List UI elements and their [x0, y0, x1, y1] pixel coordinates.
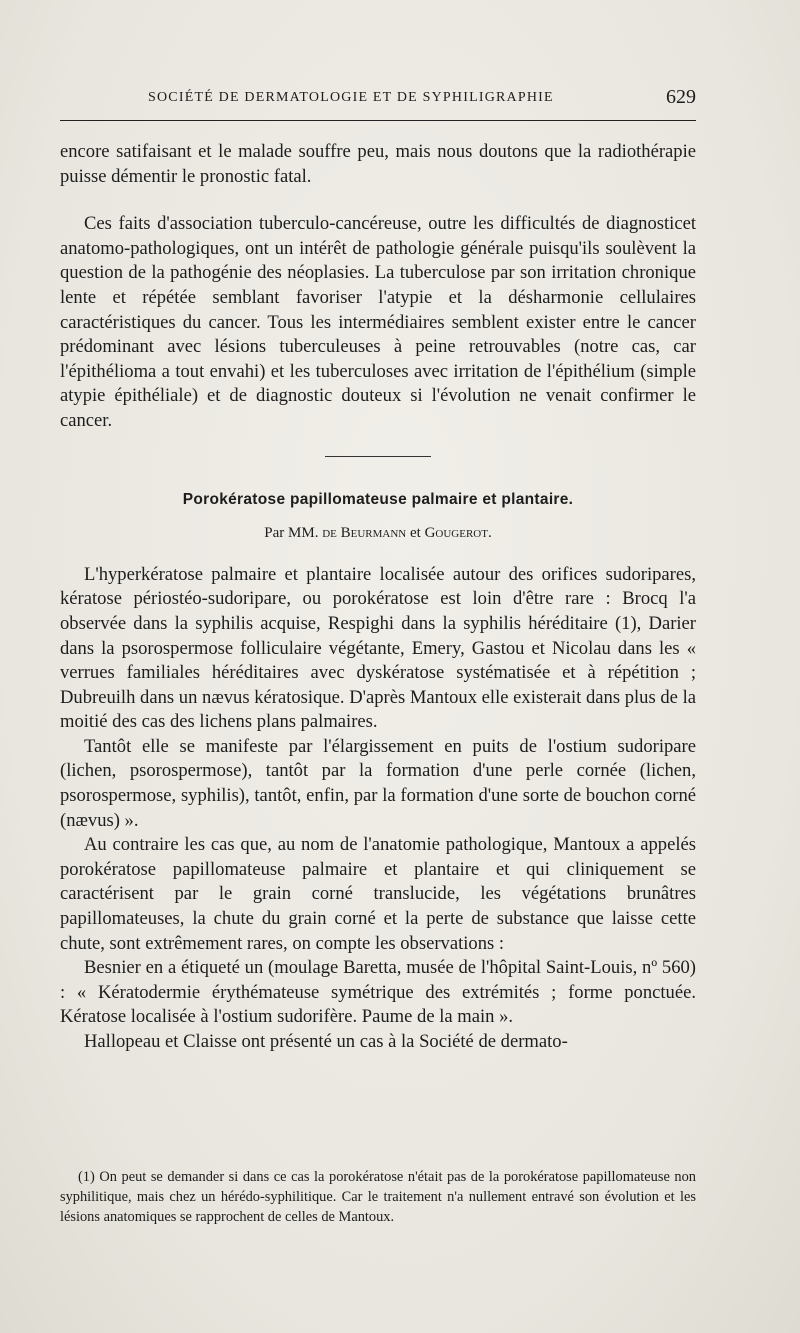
- footnote: (1) On peut se demander si dans ce cas la porokératose n'était pas de la porokératose papillomateuse non syphilitique, mais chez un hérédo-syphilitique. Car le traitement n'a nullement entravé son évolution et les lésions anatomiques se rapprochent de celles de Mantoux.: [60, 1169, 696, 1225]
- page-number: 629: [666, 86, 696, 108]
- author-name: de Beurmann: [322, 525, 407, 542]
- paragraph-continuation: encore satifaisant et le malade souffre peu, mais nous doutons que la radiothérapie puisse démentir le pronostic fatal.: [60, 141, 696, 187]
- paragraph: Hallopeau et Claisse ont présenté un cas à la Société de dermato-: [84, 1031, 568, 1052]
- paragraph: Au contraire les cas que, au nom de l'anatomie pathologique, Mantoux a appelés porokératose papillomateuse palmaire et plantaire et qui cliniquement se caractérisent par le grain corné translucide, les végétations brunâtres papillomateuses, la chute du grain corné et la perte de substance que laisse cette chute, sont extrêmement rares, on compte les observations :: [60, 834, 696, 954]
- byline-conjunction: et: [409, 525, 421, 542]
- paragraph: Besnier en a étiqueté un (moulage Baretta, musée de l'hôpital Saint-Louis, nº 560) : « Kératodermie érythémateuse symétrique des extrémités ; forme ponctuée. Kératose localisée à l'ostium sudorifère. Paume de la main ».: [60, 957, 696, 1028]
- byline-prefix: Par MM.: [264, 525, 319, 542]
- article-byline: [60, 521, 696, 546]
- paragraph: Ces faits d'association tuberculo-cancéreuse, outre les difficultés de diagnosticet anatomo-pathologiques, ont un intérêt de pathologie générale puisqu'ils soulèvent la question de la pathogénie des néoplasies. La tuberculose par son irritation chronique lente et répétée semblant favoriser l'atypie et la désharmonie cellulaires caractéristiques du cancer. Tous les intermédiaires semblent exister entre le cancer prédominant avec lésions tuberculeuses à peine retrouvables (notre cas, car l'épithélioma a tout envahi) et les tuberculoses avec irritation de l'épithélium (simple atypie épithéliale) et de diagnostic douteux si l'évolution ne venait confirmer le cancer.: [60, 213, 696, 431]
- running-title: SOCIÉTÉ DE DERMATOLOGIE ET DE SYPHILIGRAPHIE: [148, 90, 554, 105]
- paragraph: L'hyperkératose palmaire et plantaire localisée autour des orifices sudoripares, kératose périostéo-sudoripare, ou porokératose est loin d'être rare : Brocq l'a observée dans la syphilis acquise, Respighi dans la syphilis héréditaire (1), Darier dans la psorospermose folliculaire végétante, Emery, Gastou et Nicolau dans les « verrues familiales héréditaires avec dyskératose systématisée et à répétition ; Dubreuilh dans un nævus kératosique. D'après Mantoux elle existerait dans plus de la moitié des cas des lichens plans palmaires.: [60, 563, 696, 733]
- header-rule: [60, 120, 696, 121]
- main-text: [60, 140, 696, 1055]
- article-title: Porokératose papillomateuse palmaire et plantaire.: [182, 490, 574, 508]
- paragraph: Tantôt elle se manifeste par l'élargissement en puits de l'ostium sudoripare (lichen, psorospermose), tantôt par la formation d'une perle cornée (lichen, psorospermose, syphilis), tantôt, enfin, par la formation d'une sorte de bouchon corné (nævus) ».: [60, 735, 696, 831]
- section-separator: [325, 456, 431, 457]
- author-name: Gougerot.: [424, 525, 492, 542]
- footnotes: [60, 1167, 696, 1227]
